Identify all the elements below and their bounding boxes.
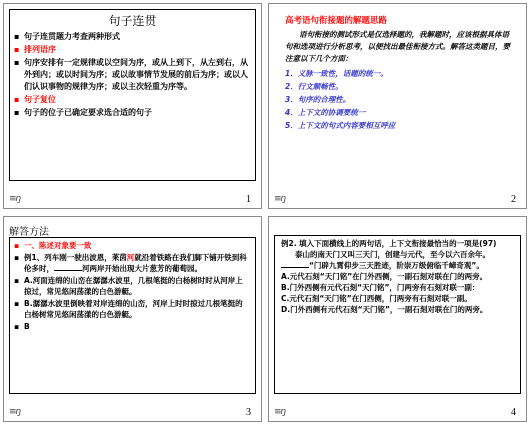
item-text: A.河面连绵的山峦在潺潺水波里，几根笔挺的白杨树时时从河岸上掠过，常见悠闲荡漾的白色游艇。 — [24, 276, 243, 296]
option-d: D.门外西侧有元代石刻“天门铭”，一副石刻对联在门的两旁。 — [281, 305, 488, 314]
square-bullet-icon: ▪ — [14, 276, 20, 285]
slide-4[interactable] — [268, 216, 527, 422]
footer-logo: ≡ŋ — [9, 194, 21, 204]
item-text: 排列语序 — [24, 45, 56, 54]
list-item — [14, 240, 249, 251]
answer-blank — [54, 263, 82, 271]
bullet-list — [14, 240, 249, 332]
list-item: 5．上下文的句式内容要相互呼应 — [285, 121, 396, 130]
slide-title: 解答方法 — [9, 227, 49, 238]
list-item — [14, 321, 249, 332]
slide-1[interactable] — [3, 3, 262, 209]
square-bullet-icon: ▪ — [14, 95, 20, 104]
highlight-text: 河 — [126, 253, 135, 262]
passage-text — [281, 249, 514, 271]
square-bullet-icon: ▪ — [14, 58, 20, 67]
list-item — [14, 275, 249, 297]
list-item — [14, 31, 249, 43]
list-item: 3．句序的合理性。 — [285, 95, 351, 104]
slide-heading: 高考语句衔接题的解题思路 — [285, 16, 388, 26]
list-item — [14, 107, 249, 119]
answer-blank — [281, 260, 309, 268]
square-bullet-icon: ▪ — [14, 45, 20, 54]
steps-list — [285, 67, 526, 132]
list-item — [14, 57, 249, 93]
square-bullet-icon: ▪ — [14, 32, 20, 41]
square-bullet-icon: ▪ — [14, 299, 20, 308]
slide-2[interactable] — [268, 3, 527, 209]
list-item: 1．义脉一致性，话题的统一。 — [285, 69, 388, 78]
square-bullet-icon: ▪ — [14, 253, 20, 262]
list-item: 2．行文顺畅性。 — [285, 82, 343, 91]
option-c: C.元代石刻“天门铭”在门西侧，门两旁有石刻对联一副。 — [281, 294, 472, 303]
square-bullet-icon: ▪ — [14, 241, 20, 250]
list-item — [14, 252, 249, 274]
item-text: 句子复位 — [24, 95, 56, 104]
item-text: 就沿着铁路在我们脚下铺开铁到科伦多时， — [24, 253, 247, 273]
item-text: B — [24, 322, 30, 331]
item-text: B.潺潺水波里倒映着对岸连绵的山峦，河岸上时时掠过几根笔挺的白杨树常见悠闲荡漾的白色游艇。 — [24, 299, 243, 319]
slide-title: 句子连贯 — [108, 14, 157, 28]
option-b: B.门外西侧有元代石刻“天门铭”，门两旁有石刻对联一副： — [281, 283, 480, 292]
page-number: 1 — [246, 194, 251, 205]
square-bullet-icon: ▪ — [14, 322, 20, 331]
option-a: A.元代石刻“天门铭”在门外西侧，一副石刻对联在门的两旁。 — [281, 272, 488, 281]
footer-logo: ≡ŋ — [9, 407, 21, 417]
square-bullet-icon: ▪ — [14, 108, 20, 117]
list-item: 4．上下文的协调要统一 — [285, 108, 366, 117]
passage-start: 泰山的南天门又叫三天门，创建与元代，至今以六百余年。 — [295, 250, 490, 259]
slide-3[interactable] — [3, 216, 262, 422]
intro-paragraph: 语句衔接的测试形式是仅选择题的，我解题时，应该根据具体语句和选项进行分析思考，以便找出最佳衔接方式。解答这类题目，要注意以下几个方面： — [285, 30, 510, 63]
item-text: 句子连贯题力考查两种形式 — [24, 32, 120, 41]
footer-logo: ≡ŋ — [274, 407, 286, 417]
bullet-list — [14, 31, 249, 119]
content-box — [274, 235, 521, 394]
item-text: 河两岸开始出现大片葱芳的葡萄园。 — [82, 264, 202, 273]
page-number: 2 — [511, 194, 516, 205]
question-content — [281, 238, 514, 315]
list-item — [14, 44, 249, 56]
question-stem: 例2. 填入下面横线上的两句话，上下文衔接最恰当的一项是(97) — [281, 239, 497, 248]
page-number: 3 — [246, 407, 251, 418]
footer-logo: ≡ŋ — [274, 194, 286, 204]
list-item — [14, 94, 249, 106]
content-box — [9, 9, 256, 181]
item-text: 陈述对象要一致 — [39, 241, 92, 250]
list-item — [14, 298, 249, 320]
content-box — [9, 237, 256, 394]
item-prefix: 一、 — [24, 241, 39, 250]
item-text: 句序安排有一定规律或以空间为序，或从上到下，从左到右，从外到内；或以时间为序；或以故事情节发展的前后为序；或以人们认识事物的规律为序；或以主次轻重为序等。 — [24, 58, 248, 91]
passage-tail: “门辟九霄仰步三天胜迹，阶崇万级俯临千嶂奇观”。 — [309, 261, 484, 270]
item-text: 例1、列车刚一驶出波恩，莱茵 — [24, 253, 127, 262]
item-text: 句子的位子已确定要求选合适的句子 — [24, 108, 152, 117]
page-number: 4 — [511, 407, 516, 418]
